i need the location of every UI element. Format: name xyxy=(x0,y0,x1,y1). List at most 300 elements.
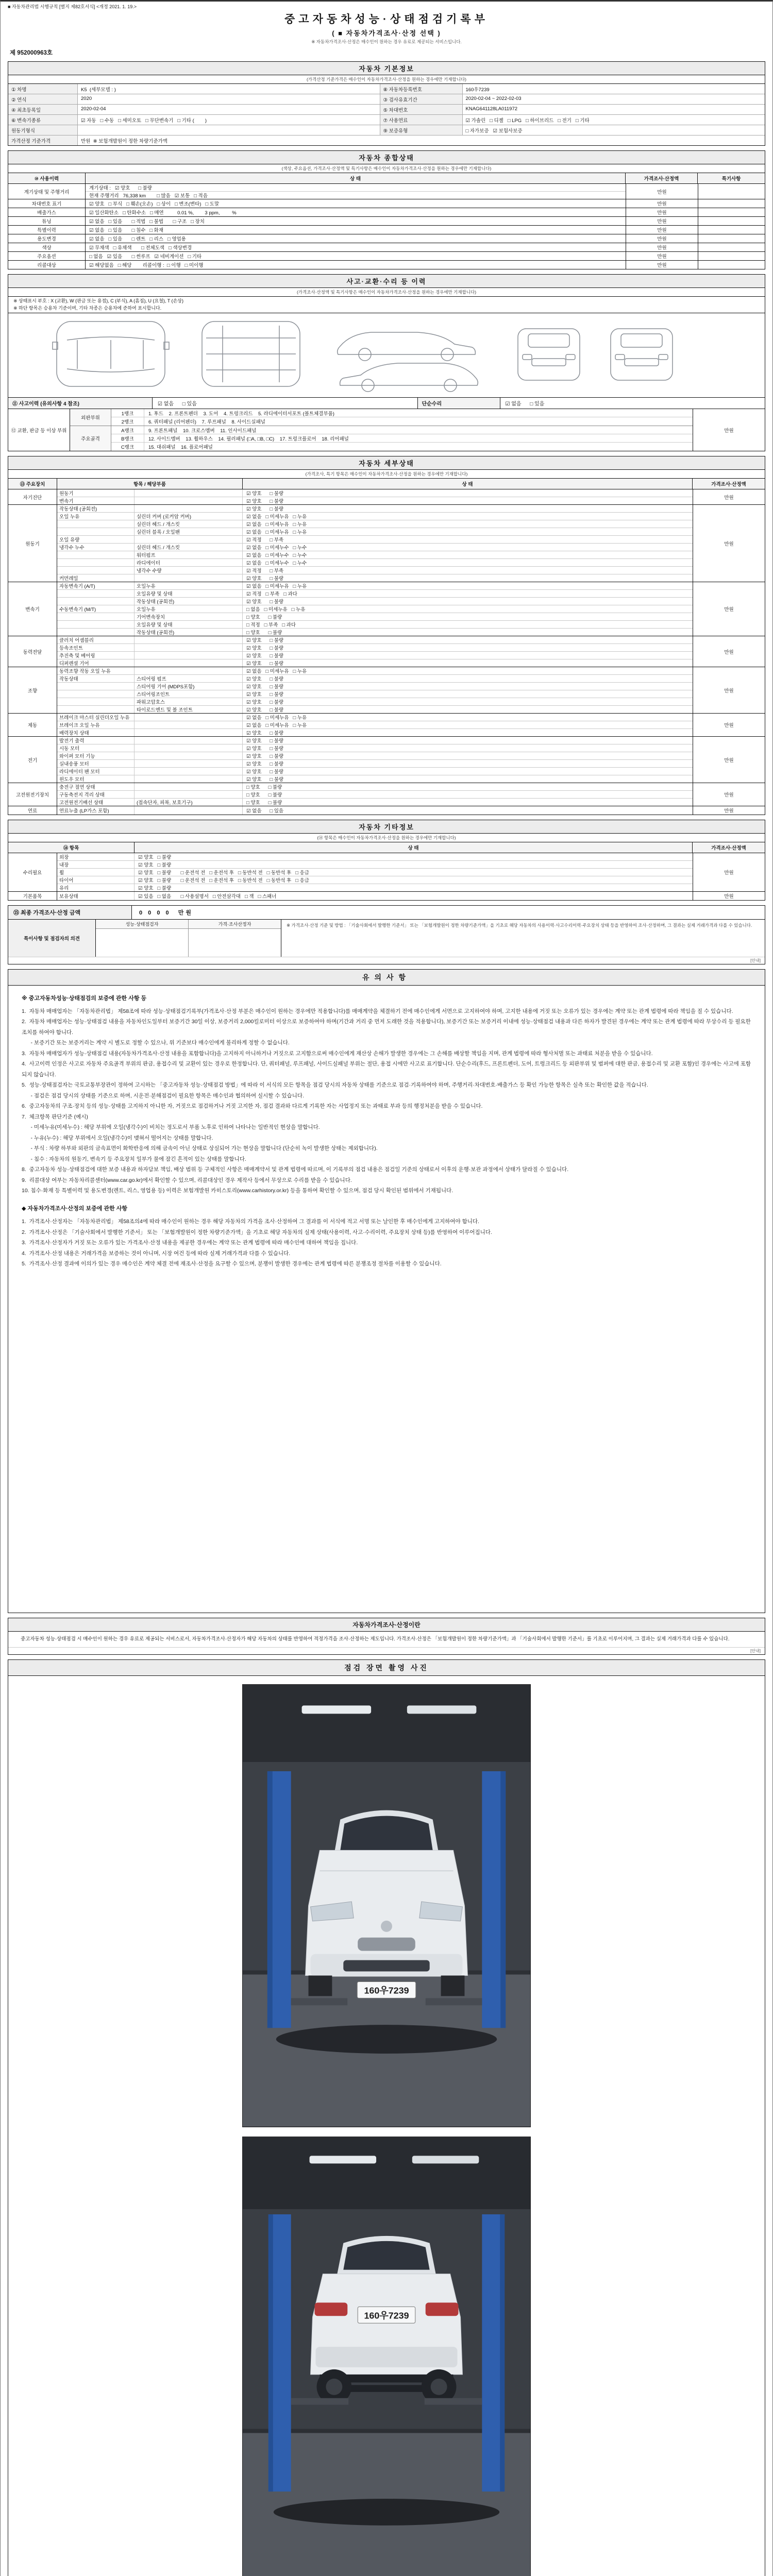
device-subitem-cell xyxy=(135,729,243,736)
final-price-label: ⑮ 최종 가격조사·산정 금액 xyxy=(8,906,132,919)
license-plate-front: 160우7239 xyxy=(364,1985,409,1996)
device-subitem-cell: 오일유량 및 상태 xyxy=(135,621,243,628)
final-price-digits: 0 0 0 0 xyxy=(139,910,171,916)
device-status-cell: ☑ 없음 □ 미세누수 □ 누수 xyxy=(246,553,307,558)
outer-panel-label: 외판부위 xyxy=(70,409,111,426)
section-detailed-condition xyxy=(8,456,765,815)
device-item-cell: 연료누출 (LP가스 포함) xyxy=(57,806,135,815)
device-item-row xyxy=(57,667,693,675)
overall-row xyxy=(8,184,765,199)
device-item-row xyxy=(57,775,693,783)
overall-row-body xyxy=(86,208,626,216)
rank-items: 6. 쿼터패널 (리어펜더) 7. 루프패널 8. 사이드실패널 xyxy=(148,419,265,425)
device-subitem-cell: 스티어링 기어 (MDPS포함) xyxy=(135,683,243,690)
device-item-cell: 클러치 어셈블리 xyxy=(57,636,135,643)
notice-line: 4. 가격조사·산정 내용은 거래가격을 보증하는 것이 아니며, 시장 여건 등에 따라 실제 거래가격과 다를 수 있습니다. xyxy=(22,1250,291,1257)
document-number: 제 952000963호 xyxy=(10,50,53,56)
overall-status-cell: ☑ 무채색 □ 유채색 □ 전체도색 □ 색상변경 xyxy=(89,245,192,251)
device-subitem-cell: 스티어링조인트 xyxy=(135,690,243,698)
device-status-cell: ☑ 없음 □ 미세누수 □ 누수 xyxy=(246,545,307,551)
price-option-note: ※ 자동차가격조사·산정은 매수인이 원하는 경우 유료로 제공되는 서비스입니다. xyxy=(311,39,462,44)
rank-name: B랭크 xyxy=(111,434,144,442)
device-subitem-cell: 실린더 헤드 / 개스킷 xyxy=(135,544,243,551)
device-group-body xyxy=(57,582,693,636)
device-item-row xyxy=(57,567,693,574)
section-accident-history xyxy=(8,274,765,451)
overall-note-cell xyxy=(698,243,765,251)
device-item-row xyxy=(57,768,693,775)
accident-label: ⑪ 사고이력 (유의사항 4 참조) xyxy=(8,398,153,409)
device-subitem-cell xyxy=(135,791,243,798)
col-item: ⑭ 항목 xyxy=(8,842,135,853)
device-item-row xyxy=(57,652,693,659)
rank-items: 9. 프론트패널 10. 크로스멤버 11. 인사이드패널 xyxy=(148,428,257,434)
overall-status-row xyxy=(86,192,626,199)
etc-group-body xyxy=(57,853,693,891)
device-item-row xyxy=(57,574,693,582)
overall-row-label: 특별이력 xyxy=(8,226,86,234)
legend-codes: ※ 상태표시 부호 : X (교환), W (판금 또는 용접), C (부식), A (흠집), U (요철), T (손상) xyxy=(13,298,183,303)
device-status-cell: ☑ 양호 □ 불량 xyxy=(246,777,284,783)
overall-row xyxy=(8,252,765,261)
device-subitem-cell: 실린더 블록 / 오일팬 xyxy=(135,528,243,535)
etc-status-cell: ☑ 양호 □ 불량 xyxy=(138,855,172,860)
device-subitem-cell xyxy=(135,775,243,783)
overall-status-row xyxy=(86,184,626,192)
appraiser-label: 가격·조사산정자 xyxy=(189,920,281,929)
device-status-cell: ☑ 없음 □ 미세누유 □ 누유 xyxy=(246,514,307,520)
device-item-row xyxy=(57,659,693,667)
reg-no-value: 160우7239 xyxy=(465,87,490,93)
etc-item-cell: 유리 xyxy=(57,884,135,891)
device-status-cell: ☑ 양호 □ 불량 xyxy=(246,599,284,605)
device-status-cell: ☑ 양호 □ 불량 xyxy=(246,746,284,752)
notice-line: - 누유(누수) : 해당 부위에서 오일(냉각수)이 맺혀서 떨어지는 상태를 말합니다. xyxy=(22,1134,213,1141)
device-group-row xyxy=(8,489,765,505)
device-subitem-cell: 오일누유 xyxy=(135,605,243,613)
device-item-row xyxy=(57,590,693,598)
device-group-label: 변속기 xyxy=(8,582,57,636)
device-item-row xyxy=(57,582,693,590)
device-status-cell: ☑ 양호 □ 불량 xyxy=(246,707,284,713)
rank-row xyxy=(111,409,693,417)
overall-price-cell: 만원 xyxy=(626,252,698,260)
device-group-body xyxy=(57,737,693,783)
overall-row-body xyxy=(86,184,626,199)
overall-note-cell xyxy=(698,199,765,208)
overall-note-cell xyxy=(698,261,765,269)
device-subitem-cell xyxy=(135,652,243,659)
device-price-cell: 만원 xyxy=(693,667,765,713)
overall-status-row xyxy=(86,261,626,269)
photo-rear-svg xyxy=(243,2137,530,2576)
etc-group-label: 기본품목 xyxy=(8,892,57,900)
device-status-cell: ☑ 양호 □ 불량 xyxy=(246,738,284,744)
overall-row xyxy=(8,234,765,243)
inspector-opinion-row xyxy=(8,920,765,957)
section-final-price xyxy=(8,905,765,964)
rank-row xyxy=(111,434,693,443)
overall-row-label: 용도변경 xyxy=(8,234,86,243)
first-reg-label: ④ 최초등록일 xyxy=(8,104,78,114)
overall-table xyxy=(8,184,765,269)
device-status-cell: □ 양호 □ 불량 xyxy=(246,800,282,806)
opinion-label: 특이사항 및 점검자의 의견 xyxy=(8,920,96,957)
etc-item-row xyxy=(57,853,693,861)
device-item-cell xyxy=(57,551,135,558)
device-group-label: 연료 xyxy=(8,806,57,815)
device-item-cell: 고전원전기배선 상태 xyxy=(57,799,135,806)
overall-note-cell xyxy=(698,252,765,260)
device-item-row xyxy=(57,520,693,528)
final-price-value xyxy=(132,906,765,919)
overall-status-row xyxy=(86,234,626,243)
device-item-cell xyxy=(57,629,135,636)
overall-row xyxy=(8,226,765,234)
col-main-device: ⑬ 주요장치 xyxy=(8,479,57,489)
overall-subtitle: (색상, 주요옵션, 가격조사·산정액 및 특기사항은 매수인이 자동차가격조사·산정을 원하는 경우에만 기재합니다) xyxy=(8,164,765,173)
outer-panel-rows xyxy=(111,409,693,426)
device-item-row xyxy=(57,629,693,636)
rank-name: A랭크 xyxy=(111,426,144,434)
device-item-row xyxy=(57,752,693,760)
device-item-cell: 구동축전지 격리 상태 xyxy=(57,791,135,798)
device-item-cell: 오일 누유 xyxy=(57,513,135,520)
device-status-cell: ☑ 적정 □ 부족 xyxy=(246,537,284,543)
etc-group-row xyxy=(8,892,765,900)
etc-headers xyxy=(8,842,765,853)
device-subitem-cell xyxy=(135,574,243,582)
pricing-basis-note: ※ 가격조사·산정 기준 및 방법 : 「기술사회에서 발행한 기준서」 또는 「보험개발원이 정한 차량기준가액」을 기초로 해당 자동차의 사용이력·사고수리이력·주요장치 상태 등을 반영하여 조사·산정하며, 그 결과는 실제 거래가격과 다를 수 있습니다. xyxy=(287,923,752,928)
device-item-cell: 원동기 xyxy=(57,489,135,497)
outer-panel-group xyxy=(70,409,693,426)
overall-row-body xyxy=(86,234,626,243)
device-price-cell: 만원 xyxy=(693,636,765,667)
detail-table xyxy=(8,489,765,815)
device-item-row xyxy=(57,621,693,629)
notice-line: 1. 자동차 매매업자는 「자동차관리법」 제58조에 따라 성능·상태점검기록부(가격조사·산정 부분은 매수인이 원하는 경우에만 적용합니다)를 매매계약을 체결하기 전에 매수인에게 서면으로 고지하여야 하며, 고지한 내용에 거짓 또는 오류가 있는 경우에는 계약 또는 관계 법령에 따라 책임을 질 수 있습니다. xyxy=(22,1008,733,1014)
device-item-row xyxy=(57,714,693,721)
device-item-row xyxy=(57,683,693,690)
main-frame-group xyxy=(70,426,693,451)
etc-item-row xyxy=(57,869,693,876)
col-price: 가격조사·산정액 xyxy=(711,845,746,851)
device-item-cell: 등속조인트 xyxy=(57,644,135,651)
device-subitem-cell xyxy=(135,744,243,752)
section-basic-info xyxy=(8,61,765,146)
price-option-title: ( ■ 자동차가격조사·산정 선택 ) xyxy=(332,29,441,37)
device-subitem-cell: 오일유량 및 상태 xyxy=(135,590,243,597)
device-item-cell: 실내송풍 모터 xyxy=(57,760,135,767)
notice-line: 9. 리콜대상 여부는 자동차리콜센터(www.car.go.kr)에서 확인할 수 있으며, 리콜대상인 경우 제작사 등에서 무상으로 수리를 받을 수 있습니다. xyxy=(22,1177,352,1183)
accident-title: 사고·교환·수리 등 이력 xyxy=(8,275,765,288)
overall-note-cell xyxy=(698,208,765,216)
etc-group-label: 수리필요 xyxy=(8,853,57,891)
state-code-legend xyxy=(8,297,765,313)
device-item-row xyxy=(57,551,693,559)
device-item-row xyxy=(57,536,693,544)
device-status-cell: ☑ 없음 □ 미세누유 □ 누유 xyxy=(246,584,307,589)
device-group-body xyxy=(57,714,693,736)
inspector-sign-box xyxy=(96,920,189,957)
rank-name: 1랭크 xyxy=(111,409,144,417)
guide-tag: [안내] xyxy=(8,1647,765,1654)
device-group-row xyxy=(8,714,765,737)
etc-price-cell: 만원 xyxy=(693,853,765,891)
overall-status-row xyxy=(86,199,626,208)
overall-note-cell xyxy=(698,226,765,234)
overall-status-cell: 현재 주행거리 76,338 km □ 많음 ☑ 보통 □ 적음 xyxy=(89,193,208,199)
inspector-sign-area xyxy=(96,929,188,957)
overall-row-label: 배출가스 xyxy=(8,208,86,216)
device-price-cell: 만원 xyxy=(693,489,765,504)
device-group-body xyxy=(57,783,693,806)
device-item-row xyxy=(57,675,693,683)
col-usage-history: ⑩ 사용이력 xyxy=(8,173,86,183)
section-other-info xyxy=(8,820,765,901)
device-item-cell xyxy=(57,683,135,690)
overall-row-label: 주요옵션 xyxy=(8,252,86,260)
device-item-row xyxy=(57,605,693,613)
detail-title: 자동차 세부상태 xyxy=(8,456,765,470)
device-status-cell: ☑ 양호 □ 불량 xyxy=(246,769,284,775)
device-item-row xyxy=(57,544,693,551)
notice-line: 6. 중고자동차의 구조·장치 등의 성능·상태를 고지하지 아니한 자, 거짓으로 점검하거나 거짓 고지한 자, 점검 결과와 다르게 기록한 자는 사업정지 또는 과태료 부과 등의 행정처분을 받을 수 있습니다. xyxy=(22,1103,483,1110)
notice-line: 10. 침수·화재 등 특별이력 및 용도변경(렌트, 리스, 영업용 등) 이력은 보험개발원 카히스토리(www.carhistory.or.kr) 등을 통하여 확인할 수 있으며, 점검 당시 확인된 범위에서 기재됩니다. xyxy=(22,1187,453,1194)
notice-line: 2. 가격조사·산정은 「기술사회에서 발행한 기준서」 또는 「보험개발원이 정한 차량기준가액」을 기초로 해당 자동차의 실제 상태(사용이력, 사고·수리이력, 주요장치 상태 등)를 반영하여 이루어집니다. xyxy=(22,1229,492,1235)
device-group-label: 조향 xyxy=(8,667,57,713)
car-diagram-svg xyxy=(10,315,763,393)
col-item: 항목 / 해당부품 xyxy=(57,479,243,489)
etc-item-cell: 보유상태 xyxy=(57,892,135,900)
device-item-row xyxy=(57,489,693,497)
device-item-cell xyxy=(57,528,135,535)
device-status-cell: □ 양호 □ 불량 xyxy=(246,785,282,790)
device-status-cell: ☑ 없음 □ 미세누유 □ 누유 xyxy=(246,530,307,535)
device-item-cell: 브레이크 오일 누유 xyxy=(57,721,135,728)
device-item-row xyxy=(57,721,693,729)
device-subitem-cell: 라디에이터 xyxy=(135,559,243,566)
device-status-cell: ☑ 없음 □ 미세누유 □ 누유 xyxy=(246,715,307,721)
etc-price-cell: 만원 xyxy=(693,892,765,900)
rank-name: C랭크 xyxy=(111,443,144,451)
warranty-label: ⑨ 보증유형 xyxy=(380,125,463,135)
device-subitem-cell: 파워고압호스 xyxy=(135,698,243,705)
device-item-cell: 라디에이터 팬 모터 xyxy=(57,768,135,775)
device-subitem-cell xyxy=(135,752,243,759)
accident-subtitle: (가격조사·산정액 및 특기사항은 매수인이 자동차가격조사·산정을 원하는 경우에만 기재합니다) xyxy=(8,288,765,297)
etc-status-cell: ☑ 양호 □ 불량 xyxy=(138,886,172,891)
vin-value: KNAG641128LA011972 xyxy=(463,104,765,114)
overall-headers xyxy=(8,173,765,184)
overall-row-body xyxy=(86,217,626,225)
exchange-panel-table xyxy=(8,409,765,451)
detail-subtitle: (가격조사, 특기 항목은 매수인이 자동차가격조사·산정을 원하는 경우에만 기재합니다) xyxy=(8,470,765,479)
device-item-cell: 수동변속기 (M/T) xyxy=(57,605,135,613)
notice-line: 3. 가격조사·산정자가 거짓 또는 오류가 있는 가격조사·산정 내용을 제공한 경우에는 계약 또는 관계 법령에 따라 매수인에 대하여 책임을 집니다. xyxy=(22,1240,358,1246)
device-item-cell: 배력장치 상태 xyxy=(57,729,135,736)
overall-row xyxy=(8,261,765,269)
device-group-body xyxy=(57,806,693,815)
device-group-row xyxy=(8,806,765,815)
device-group-label: 자기진단 xyxy=(8,489,57,504)
device-status-cell: ☑ 양호 □ 불량 xyxy=(246,491,284,497)
final-price-row xyxy=(8,906,765,920)
overall-status-row xyxy=(86,226,626,234)
device-item-cell: 커먼레일 xyxy=(57,574,135,582)
device-item-cell: 작동상태 xyxy=(57,675,135,682)
device-status-cell: ☑ 없음 □ 미세누유 □ 누유 xyxy=(246,723,307,728)
device-item-cell: 변속기 xyxy=(57,497,135,504)
overall-price-cell: 만원 xyxy=(626,261,698,269)
device-subitem-cell: 실린더 헤드 / 개스킷 xyxy=(135,520,243,528)
transmission-label: ⑥ 변속기종류 xyxy=(8,114,78,125)
device-item-cell: 동력조향 작동 오일 누유 xyxy=(57,667,135,674)
device-item-cell: 윈도우 모터 xyxy=(57,775,135,783)
notice-line: 4. 사고이력 인정은 사고로 자동차 주요골격 부위의 판금, 용접수리 및 교환이 있는 경우로 한정합니다. 단, 쿼터패널, 루프패널, 사이드실패널 부위는 절단, 용접 시에만 사고로 표기합니다. 단순수리(후드, 프론트펜더, 도어, 트렁크리드 등 외판부위 및 범퍼에 대한 판금, 용접수리 및 교환 포함)인 경우에는 사고에 포함되지 않습니다. xyxy=(22,1061,751,1078)
device-subitem-cell xyxy=(135,721,243,728)
device-item-row xyxy=(57,598,693,605)
car-name-label: ① 차명 xyxy=(8,84,78,94)
device-status-cell: □ 양호 □ 불량 xyxy=(246,792,282,798)
device-item-cell xyxy=(57,621,135,628)
etc-title: 자동차 기타정보 xyxy=(8,820,765,834)
notices-section1-list xyxy=(22,1006,751,1196)
simple-repair-label: 단순수리 xyxy=(418,398,500,409)
notices-section2-list xyxy=(22,1216,751,1269)
device-item-row xyxy=(57,528,693,536)
device-status-cell: ☑ 양호 □ 불량 xyxy=(246,692,284,698)
device-group-body xyxy=(57,636,693,667)
car-diagrams xyxy=(8,313,765,398)
device-item-cell: 자동변속기 (A/T) xyxy=(57,582,135,589)
device-item-row xyxy=(57,706,693,713)
device-item-row xyxy=(57,737,693,744)
device-subitem-cell: 작동상태 (공회전) xyxy=(135,629,243,636)
rank-items: 1. 후드 2. 프론트펜더 3. 도어 4. 트렁크리드 5. 라디에이터서포트 (볼트체결부품) xyxy=(148,411,334,417)
device-item-cell: 작동상태 (공회전) xyxy=(57,505,135,512)
device-group-row xyxy=(8,582,765,636)
legend-basis: ※ 하단 항목은 승용차 기준이며, 기타 차종은 승용차에 준하여 표시합니다. xyxy=(13,305,162,311)
device-subitem-cell: 워터펌프 xyxy=(135,551,243,558)
device-status-cell: □ 양호 □ 불량 xyxy=(246,630,282,636)
overall-status-cell: ☑ 해당없음 □ 해당 리콜이행 : □ 이행 □ 미이행 xyxy=(89,263,204,268)
col-status: 상 태 xyxy=(86,173,626,183)
rank-row xyxy=(111,417,693,426)
rank-row xyxy=(111,443,693,451)
device-group-row xyxy=(8,505,765,582)
device-item-cell xyxy=(57,690,135,698)
device-item-row xyxy=(57,636,693,644)
basic-subtitle: (가격산정 기준가격은 매수인이 자동차가격조사·산정을 원하는 경우에만 기재합니다) xyxy=(8,75,765,84)
fuel-value: ☑ 가솔린 □ 디젤 □ LPG □ 하이브리드 □ 전기 □ 기타 xyxy=(463,114,765,125)
rank-row xyxy=(111,426,693,434)
overall-row-label: 차대번호 표기 xyxy=(8,199,86,208)
device-item-cell xyxy=(57,706,135,713)
etc-item-row xyxy=(57,876,693,884)
device-subitem-cell xyxy=(135,497,243,504)
device-item-row xyxy=(57,698,693,706)
fuel-label: ⑦ 사용연료 xyxy=(380,114,463,125)
device-group-label: 원동기 xyxy=(8,505,57,582)
device-item-row xyxy=(57,791,693,799)
device-status-cell: ☑ 양호 □ 불량 xyxy=(246,506,284,512)
rank-name: 2랭크 xyxy=(111,417,144,426)
etc-status-cell: ☑ 양호 □ 불량 xyxy=(138,862,172,868)
device-status-cell: ☑ 양호 □ 불량 xyxy=(246,499,284,504)
reg-no-label: ⑧ 자동차등록번호 xyxy=(380,84,463,94)
device-item-cell: 오일 유량 xyxy=(57,536,135,543)
device-group-row xyxy=(8,783,765,806)
etc-subtitle: (⑭ 항목은 매수인이 자동차가격조사·산정을 원하는 경우에만 기재합니다) xyxy=(8,834,765,842)
overall-note-cell xyxy=(698,184,765,199)
overall-price-cell: 만원 xyxy=(626,243,698,251)
device-subitem-cell: 실린더 커버 (로커암 커버) xyxy=(135,513,243,520)
etc-status-cell: ☑ 양호 □ 불량 □ 운전석 전 □ 운전석 후 □ 동반석 전 □ 동반석 후 □ 응급 xyxy=(138,870,309,876)
photos-title: 점검 장면 촬영 사진 xyxy=(8,1660,765,1676)
etc-item-row xyxy=(57,892,693,900)
device-group-body xyxy=(57,505,693,582)
device-status-cell: ☑ 적정 □ 부족 xyxy=(246,568,284,574)
device-status-cell: ☑ 양호 □ 불량 xyxy=(246,576,284,582)
basic-title: 자동차 기본정보 xyxy=(8,62,765,75)
overall-row-label: 튜닝 xyxy=(8,217,86,225)
device-status-cell: ☑ 양호 □ 불량 xyxy=(246,684,284,690)
photo-front-svg xyxy=(243,1685,530,2127)
base-price-label: 가격산정 기준가격 xyxy=(8,135,78,145)
overall-row-body xyxy=(86,252,626,260)
device-item-row xyxy=(57,806,693,815)
overall-status-cell: ☑ 일산화탄소 □ 탄화수소 □ 매연 0.01 %, 3 ppm, % xyxy=(89,210,237,216)
device-subitem-cell: 기어변속장치 xyxy=(135,613,243,620)
device-item-cell: 충전구 절연 상태 xyxy=(57,783,135,790)
notice-line: 5. 성능·상태점검자는 국토교통부장관이 정하여 고시하는 「중고자동차 성능·상태점검 방법」에 따라 이 서식의 모든 항목을 점검 당시의 자동차 상태를 기준으로 점검·기록하여야 하며, 주행거리·차대번호·배출가스 등 확인 가능한 항목은 실측 또는 확인한 값을 적습니다. xyxy=(22,1082,648,1089)
overall-row xyxy=(8,199,765,208)
etc-item-cell: 타이어 xyxy=(57,876,135,884)
car-name-value: K5 (세부모델 : ) xyxy=(78,84,380,94)
device-group-row xyxy=(8,667,765,714)
overall-row-label: 색상 xyxy=(8,243,86,251)
etc-table xyxy=(8,853,765,900)
inspector-label: 성능·상태점검자 xyxy=(96,920,188,929)
device-status-cell: ☑ 없음 □ 미세누유 □ 누유 xyxy=(246,522,307,528)
etc-item-row xyxy=(57,861,693,869)
photo-rear-lifted-view xyxy=(242,2137,531,2576)
etc-group-body xyxy=(57,892,693,900)
overall-row-label: 리콜대상 xyxy=(8,261,86,269)
transmission-value: ☑ 자동 □ 수동 □ 세미오토 □ 무단변속기 □ 기타 ( ) xyxy=(78,114,380,125)
etc-status-cell: ☑ 있음 □ 없음 □ 사용설명서 □ 안전삼각대 □ 잭 □ 스패너 xyxy=(138,894,277,900)
device-item-row xyxy=(57,559,693,567)
device-item-cell xyxy=(57,520,135,528)
device-item-row xyxy=(57,613,693,621)
device-subitem-cell xyxy=(135,760,243,767)
device-item-row xyxy=(57,644,693,652)
basic-grid xyxy=(8,84,765,145)
device-status-cell: ☑ 양호 □ 불량 xyxy=(246,700,284,705)
main-frame-rows xyxy=(111,426,693,451)
about-appraisal-title: 자동차가격조사·산정이란 xyxy=(8,1618,765,1632)
device-item-cell xyxy=(57,613,135,620)
device-item-cell: 와이퍼 모터 기능 xyxy=(57,752,135,759)
first-reg-value: 2020-02-04 xyxy=(78,104,380,114)
device-subitem-cell: (접속단자, 피복, 보호기구) xyxy=(135,799,243,806)
vin-label: ⑤ 차대번호 xyxy=(380,104,463,114)
col-status: 상 태 xyxy=(135,842,693,853)
device-subitem-cell xyxy=(135,636,243,643)
etc-item-cell: 외장 xyxy=(57,853,135,860)
device-subitem-cell: 작동상태 (공회전) xyxy=(135,598,243,605)
